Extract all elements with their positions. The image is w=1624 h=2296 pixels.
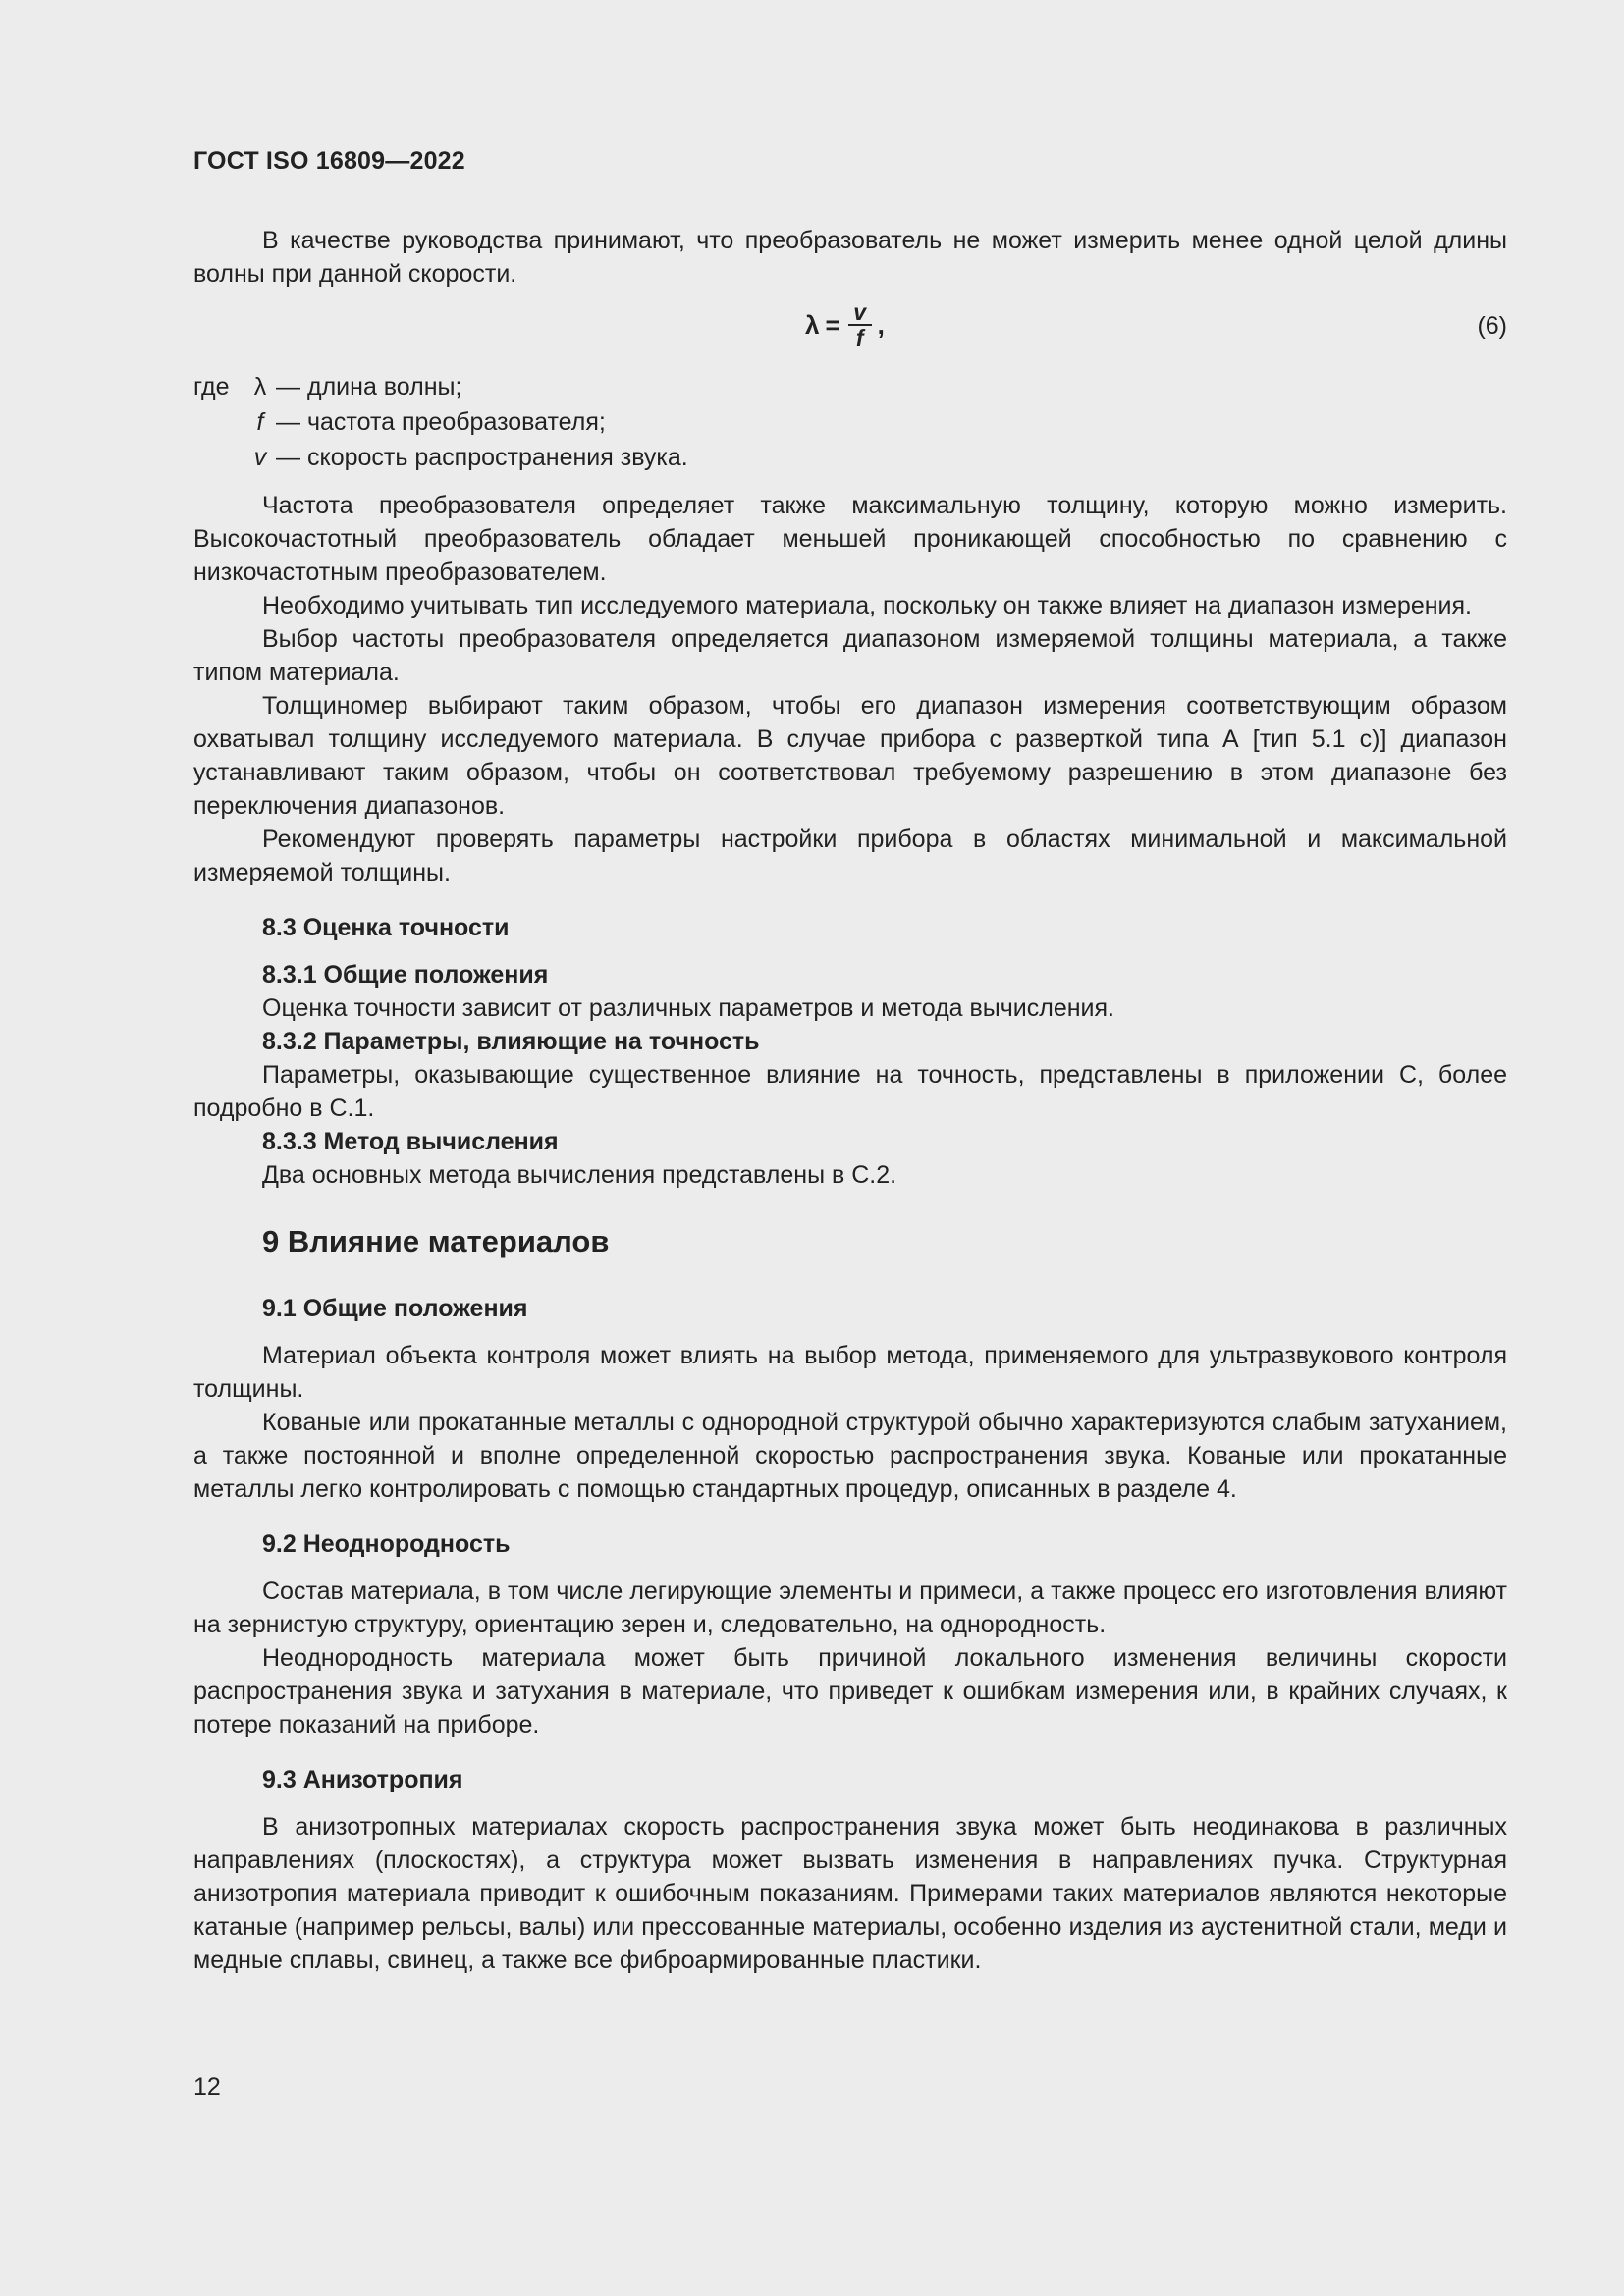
paragraph: Состав материала, в том числе легирующие элементы и примеси, а также процесс его изготовления влияют на зернистую структуру, ориентацию зерен и, следовательно, на однородность. (193, 1577, 1507, 1638)
formula-numerator: v (853, 299, 867, 325)
document-header: ГОСТ ISO 16809—2022 (193, 147, 465, 175)
legend-dash: — (276, 408, 300, 436)
section-heading-9-3: 9.3 Анизотропия (262, 1766, 463, 1793)
section-heading-9-1: 9.1 Общие положения (262, 1295, 528, 1322)
legend-row (193, 369, 1507, 404)
legend-symbol: v (253, 444, 267, 471)
formula-denominator: f (855, 325, 864, 350)
formula-equals: = (825, 310, 840, 340)
paragraph: Оценка точности зависит от различных параметров и метода вычисления. (262, 994, 1114, 1022)
section-heading-9-2: 9.2 Неоднородность (262, 1530, 511, 1558)
page-number: 12 (193, 2073, 221, 2101)
legend-row (193, 440, 1507, 475)
section-heading-8-3: 8.3 Оценка точности (262, 914, 510, 941)
paragraph: Толщиномер выбирают таким образом, чтобы его диапазон измерения соответствующим образом охватывал толщину исследуемого материала. В случае прибора с разверткой типа А [тип 5.1 с)] диапазон устанавливают таким образом, чтобы он соответствовал требуемому разрешению в этом диапазоне без переключения диапазонов. (193, 692, 1507, 820)
paragraph: Материал объекта контроля может влиять на выбор метода, применяемого для ультразвукового контроля толщины. (193, 1342, 1507, 1403)
legend-symbol: f (256, 408, 264, 436)
legend-text: частота преобразователя; (307, 408, 606, 436)
section-heading-8-3-2: 8.3.2 Параметры, влияющие на точность (262, 1028, 760, 1055)
paragraph: Параметры, оказывающие существенное влияние на точность, представлены в приложении С, более подробно в С.1. (193, 1061, 1507, 1122)
legend-text: длина волны; (307, 373, 462, 400)
paragraph: Выбор частоты преобразователя определяется диапазоном измеряемой толщины материала, а также типом материала. (193, 625, 1507, 686)
legend-row (193, 404, 1507, 440)
paragraph: В анизотропных материалах скорость распространения звука может быть неодинакова в различных направлениях (плоскостях), а структура может вызвать изменения в направлениях пучка. Структурная анизотропия материала приводит к ошибочным показаниям. Примерами таких материалов являются некоторые катаные (например рельсы, валы) или прессованные материалы, особенно изделия из аустенитной стали, меди и медные сплавы, свинец, а также все фиброармированные пластики. (193, 1813, 1507, 1974)
section-heading-9: 9 Влияние материалов (262, 1224, 610, 1258)
section-heading-8-3-3: 8.3.3 Метод вычисления (262, 1128, 559, 1155)
formula-number: (6) (1477, 312, 1507, 340)
formula-expression (805, 300, 885, 349)
paragraph: Необходимо учитывать тип исследуемого материала, поскольку он также влияет на диапазон измерения. (262, 592, 1472, 619)
legend-dash: — (276, 373, 300, 400)
formula-fraction (848, 300, 872, 349)
paragraph: Два основных метода вычисления представлены в С.2. (262, 1161, 897, 1189)
intro-paragraph: В качестве руководства принимают, что преобразователь не может измерить менее одной целой длины волны при данной скорости. (193, 227, 1507, 288)
document-body (193, 224, 1507, 1977)
legend-dash: — (276, 444, 300, 471)
formula-lambda: λ (805, 310, 820, 340)
legend-symbol: λ (253, 373, 267, 400)
legend-where (193, 369, 1507, 475)
formula-comma: , (877, 310, 885, 340)
legend-where-word: где (193, 373, 230, 400)
section-heading-8-3-1: 8.3.1 Общие положения (262, 961, 549, 988)
formula-6 (193, 300, 1507, 357)
paragraph: Рекомендуют проверять параметры настройки прибора в областях минимальной и максимальной измеряемой толщины. (193, 826, 1507, 886)
paragraph: Кованые или прокатанные металлы с однородной структурой обычно характеризуются слабым затуханием, а также постоянной и вполне определенной скоростью распространения звука. Кованые или прокатанные металлы легко контролировать с помощью стандартных процедур, описанных в разделе 4. (193, 1409, 1507, 1503)
paragraph: Частота преобразователя определяет также максимальную толщину, которую можно измерить. Высокочастотный преобразователь обладает меньшей проникающей способностью по сравнению с низкочастотным преобразователем. (193, 492, 1507, 586)
legend-text: скорость распространения звука. (307, 444, 688, 471)
paragraph: Неоднородность материала может быть причиной локального изменения величины скорости распространения звука и затухания в материале, что приведет к ошибкам измерения или, в крайних случаях, к потере показаний на приборе. (193, 1644, 1507, 1738)
